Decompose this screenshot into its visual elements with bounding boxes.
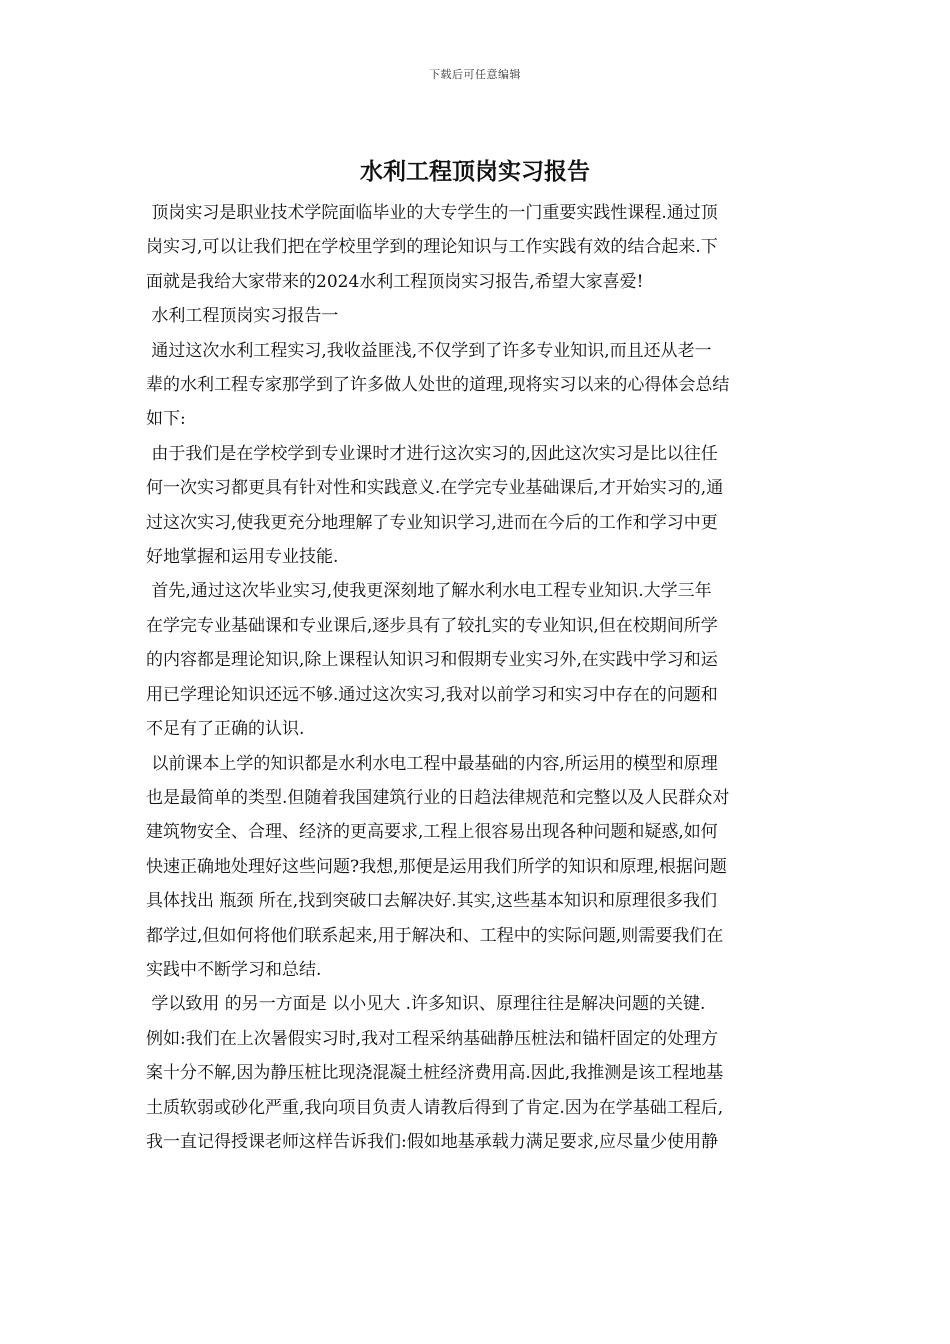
text-line: 过这次实习,使我更充分地理解了专业知识学习,进而在今后的工作和学习中更 [146, 512, 718, 533]
text-line: 在学完专业基础课和专业课后,逐步具有了较扎实的专业知识,但在校期间所学 [146, 615, 718, 636]
text-line: 土质软弱或砂化严重,我向项目负责人请教后得到了肯定.因为在学基础工程后, [146, 1097, 724, 1118]
text-line: 快速正确地处理好这些问题?我想,那便是运用我们所学的知识和原理,根据问题 [146, 856, 727, 877]
text-line: 我一直记得授课老师这样告诉我们:假如地基承载力满足要求,应尽量少使用静 [146, 1131, 719, 1152]
text-line: 面就是我给大家带来的2024水利工程顶岗实习报告,希望大家喜爱! [146, 271, 644, 292]
text-line: 例如:我们在上次暑假实习时,我对工程采纳基础静压桩法和锚杆固定的处理方 [146, 1028, 719, 1049]
text-line: 通过这次水利工程实习,我收益匪浅,不仅学到了许多专业知识,而且还从老一 [146, 340, 712, 361]
page-header-note: 下载后可任意编辑 [429, 68, 521, 81]
text-line: 岗实习,可以让我们把在学校里学到的理论知识与工作实践有效的结合起来.下 [146, 237, 718, 258]
text-line: 由于我们是在学校学到专业课时才进行这次实习的,因此这次实习是比以往任 [146, 443, 718, 464]
text-line: 顶岗实习是职业技术学院面临毕业的大专学生的一门重要实践性课程.通过顶 [146, 203, 718, 223]
text-line: 都学过,但如何将他们联系起来,用于解决和、工程中的实际问题,则需要我们在 [146, 925, 724, 946]
text-line: 也是最简单的类型.但随着我国建筑行业的日趋法律规范和完整以及人民群众对 [146, 787, 730, 808]
text-line: 水利工程顶岗实习报告一 [146, 306, 339, 327]
text-line: 的内容都是理论知识,除上课程认知识习和假期专业实习外,在实践中学习和运 [146, 650, 718, 671]
text-line: 不足有了正确的认识. [146, 719, 305, 740]
text-line: 好地掌握和运用专业技能. [146, 547, 339, 568]
text-line: 具体找出 瓶颈 所在,找到突破口去解决好.其实,这些基本知识和原理很多我们 [146, 891, 718, 912]
document-title: 水利工程顶岗实习报告 [360, 159, 590, 185]
text-line: 首先,通过这次毕业实习,使我更深刻地了解水利水电工程专业知识.大学三年 [146, 581, 712, 602]
text-line: 案十分不解,因为静压桩比现浇混凝土桩经济费用高.因此,我推测是该工程地基 [146, 1063, 724, 1084]
text-line: 建筑物安全、合理、经济的更高要求,工程上很容易出现各种问题和疑惑,如何 [146, 822, 718, 843]
text-line: 实践中不断学习和总结. [146, 959, 322, 980]
text-line: 学以致用 的另一方面是 以小见大 .许多知识、原理往往是解决问题的关键. [146, 994, 706, 1015]
text-line: 辈的水利工程专家那学到了许多做人处世的道理,现将实习以来的心得体会总结 [146, 375, 730, 396]
text-line: 以前课本上学的知识都是水利水电工程中最基础的内容,所运用的模型和原理 [146, 753, 718, 774]
text-line: 如下: [146, 409, 186, 430]
text-line: 何一次实习都更具有针对性和实践意义.在学完专业基础课后,才开始实习的,通 [146, 478, 724, 499]
text-line: 用已学理论知识还远不够.通过这次实习,我对以前学习和实习中存在的问题和 [146, 684, 718, 705]
document-body [146, 196, 812, 1159]
